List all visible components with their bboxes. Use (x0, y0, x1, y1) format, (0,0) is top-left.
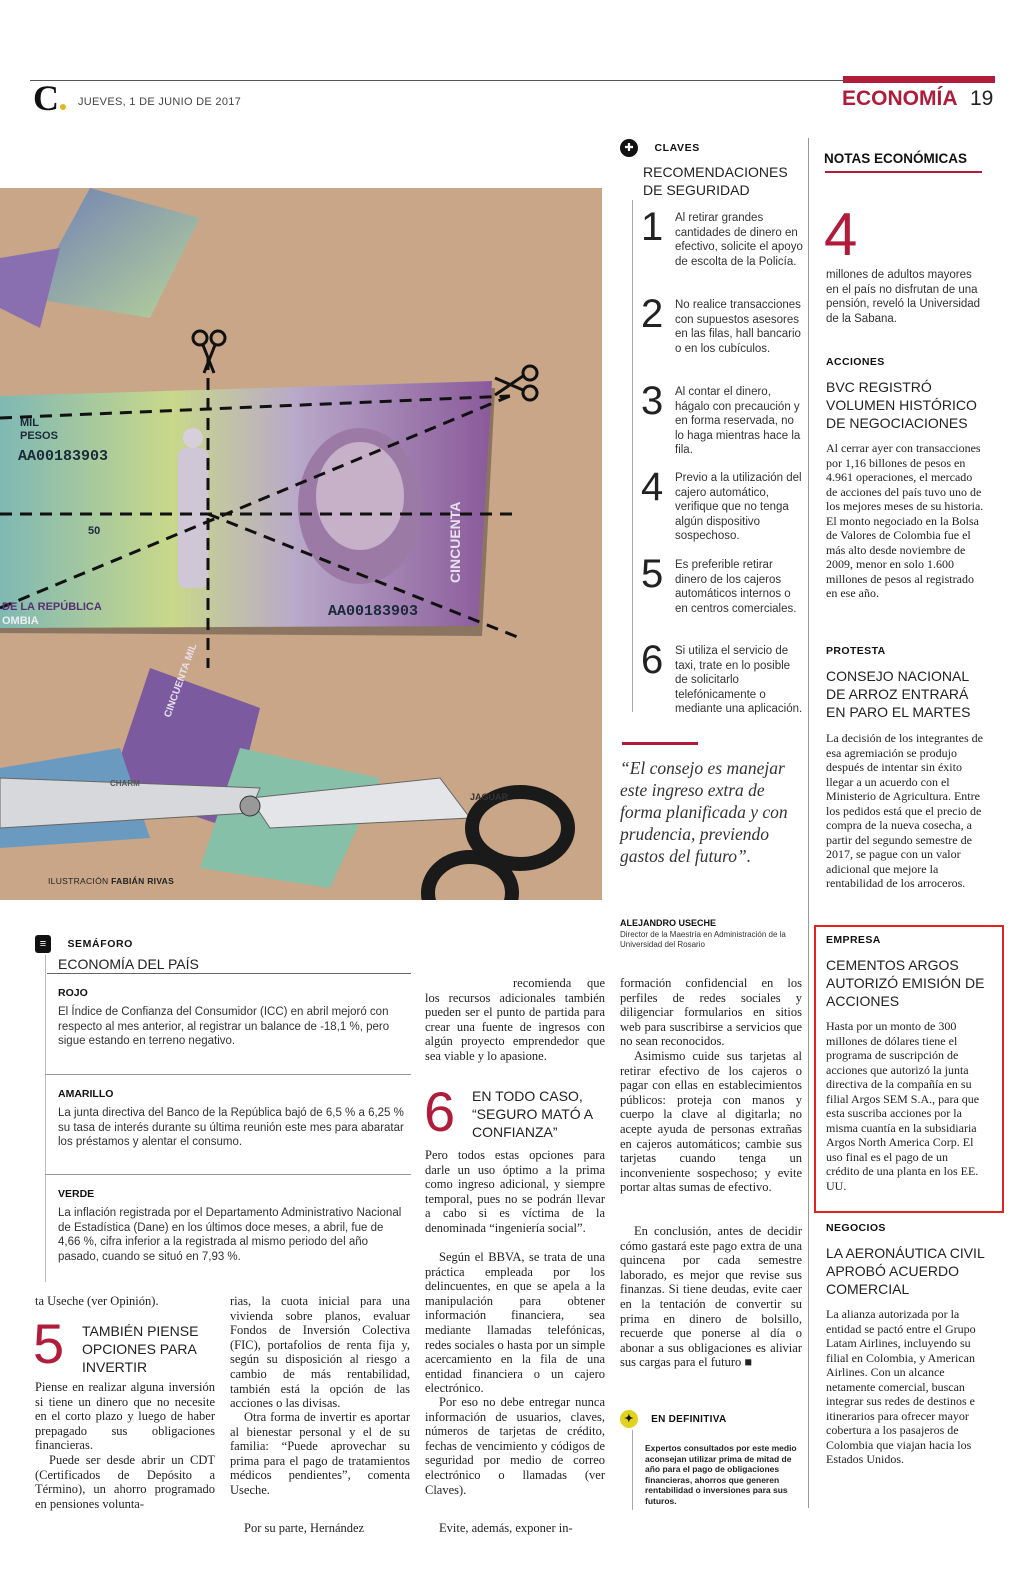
article-text: recomienda que los recursos adicionales también pueden ser el punto de partida para crear una fuente de ingresos con algún proyecto emprendedor que sea viable y lo apasione. (425, 976, 605, 1063)
bill-fragment-text: CINCUENTA MIL (162, 642, 200, 720)
nota-body: La alianza autorizada por la entidad se pactó entre el Grupo Latam Airlines, incluyendo su filial en Colombia, y American Airlines. Con un alcance netamente comercial, buscan integrar sus redes de destinos e itinerarios para ofrecer mayor cobertura a los pasajeros de Colombia que viajan hacia los Estados Unidos. (826, 1307, 976, 1466)
newspaper-logo: C (33, 80, 66, 116)
bill-denomination: CINCUENTA (447, 501, 463, 583)
cutout-figure (178, 448, 208, 588)
article-text: rias, la cuota inicial para una vivienda sobre planos, evaluar Fondos de Inversión Colectiva (FIC), portafolios de renta fija y, según su disposición al riesgo a cambio de más rentabilidad, también está la opción de las acciones o las divisas. (230, 1294, 410, 1411)
section-accent-bar (843, 76, 995, 83)
nota-category: ACCIONES (826, 356, 885, 368)
clave-item: 6 Si utiliza el servicio de taxi, trate en lo posible de solicitarlo telefónicamente o mediante una aplicación. (641, 638, 803, 715)
bill-small-denom: 50 (88, 525, 101, 537)
bill-mil: MIL (20, 417, 39, 429)
banknote-scissors-illustration (0, 188, 602, 900)
nota-body: Al cerrar ayer con transacciones por 1,16 billones de pesos en 4.961 operaciones, el mercado de acciones del país tuvo uno de los mejores meses de su historia. El monto negociado en la Bolsa de Valores de Colombia fue el más alto desde noviembre de 2009, menor en solo 1.600 millones de pesos al registrado en ese año. (826, 441, 984, 600)
semaforo-rule (47, 973, 411, 974)
quote-author-role: Director de la Maestría en Administración de la Universidad del Rosario (620, 930, 786, 949)
nota-body: Hasta por un monto de 300 millones de dólares tiene el programa de suscripción de acciones que autorizó la junta directiva de la compañía en su filial Argos SEM S.A., para que esta suscriba acciones por la misma cuantía en la subsidiaria Argos North America Corp. El uso final es el pago de un crédito de una planta en los EE. UU. (826, 1019, 980, 1193)
nota-category: EMPRESA (826, 934, 881, 946)
clave-item: 1 Al retirar grandes cantidades de dinero en efectivo, solicite el apoyo de escolta de la Policía. (641, 205, 803, 268)
puzzle-icon: ✚ (620, 139, 638, 157)
notas-big-text: millones de adultos mayores en el país no disfrutan de una pensión, reveló la Universidad de la Sabana. (826, 269, 981, 325)
bill-republica: DE LA REPÚBLICA (2, 601, 102, 613)
clave-item: 3 Al contar el dinero, hágalo con precaución y en forma reservada, no lo haga mientras hace la fila. (641, 379, 801, 456)
nota-category: NEGOCIOS (826, 1222, 886, 1234)
section-number: 5 (33, 1312, 65, 1375)
nota-headline: CEMENTOS ARGOS AUTORIZÓ EMISIÓN DE ACCIONES (826, 957, 985, 1009)
notas-title: NOTAS ECONÓMICAS (824, 151, 968, 166)
star-icon: ✦ (620, 1410, 638, 1428)
article-text: formación confidencial en los perfiles de redes sociales y diligenciar formularios en sitios web para suscribirse a servicios que no sean reconocidos. (620, 976, 802, 1049)
endefinitiva-heading: ✦ EN DEFINITIVA (620, 1410, 726, 1428)
bill-serial-2: AA00183903 (328, 603, 419, 620)
semaforo-label: SEMÁFORO (67, 938, 133, 950)
nota-headline: BVC REGISTRÓ VOLUMEN HISTÓRICO DE NEGOCIACIONES (826, 379, 977, 431)
quote-accent (622, 742, 698, 745)
notas-big-number: 4 (824, 201, 858, 268)
section-subhead: EN TODO CASO, “SEGURO MATÓ A CONFIANZA” (472, 1088, 593, 1140)
bill-pesos: PESOS (20, 430, 58, 442)
section-name: ECONOMÍA (842, 87, 958, 110)
nota-body: La decisión de los integrantes de esa agremiación se produjo después de intentar sin éxito llegar a un acuerdo con el Ministerio de Agricultura. Entre los pedidos está que el precio de compra de la nueva cosecha, a partir del segundo semestre de 2017, se pague con un valor adicional que mejore la rentabilidad de los arroceros. (826, 731, 983, 890)
clave-item: 5 Es preferible retirar dinero de los cajeros automáticos internos o en centros comerciales. (641, 552, 797, 615)
claves-rule (632, 200, 633, 712)
pull-quote: “El consejo es manejar este ingreso extra de forma planificada y con prudencia, previendo gastos del futuro”. (620, 758, 788, 866)
page-number: 19 (970, 87, 994, 110)
nota-headline: LA AERONÁUTICA CIVIL APROBÓ ACUERDO COMERCIAL (826, 1245, 985, 1297)
notas-title-underline (825, 171, 982, 173)
article-text: En conclusión, antes de decidir cómo gastará este pago extra de una quincena por cada semestre laborado, es mejor que revise sus finanzas. Si tiene deudas, evite caer en la tentación de convertir su prima en dinero de bolsillo, recuerde que ponerse al día o abonar a sus obligaciones es aliviar sus cargas para el futuro ■ (620, 1224, 802, 1370)
nota-category: PROTESTA (826, 645, 886, 657)
semaforo-title: ECONOMÍA DEL PAÍS (58, 956, 199, 972)
bill-serial: AA00183903 (18, 448, 109, 465)
claves-label: CLAVES (654, 142, 700, 154)
semaforo-category: VERDE (58, 1188, 95, 1200)
article-text: Piense en realizar alguna inversión si tiene un dinero que no necesite en el corto plazo y luego de haber prepagado sus obligaciones financieras. (35, 1380, 215, 1453)
claves-title: RECOMENDACIONES DE SEGURIDAD (643, 164, 788, 198)
traffic-light-icon: ≡ (35, 935, 51, 953)
section-number: 6 (424, 1080, 456, 1143)
section-subhead: TAMBIÉN PIENSE OPCIONES PARA INVERTIR (82, 1323, 199, 1375)
semaforo-text: El Índice de Confianza del Consumidor (ICC) en abril mejoró con respecto al mes anterior, al registrar un balance de -18,1 %, pero sigue estando en terreno negativo. (58, 1006, 390, 1047)
column-rule (808, 138, 809, 1508)
semaforo-text: La inflación registrada por el Departamento Administrativo Nacional de Estadística (Dane) en los últimos doce meses, a abril, fue de 4,66 %, cifra inferior a la registrada al mismo periodo del año pasado, cuando se situó en 7,93 %. (58, 1207, 402, 1263)
semaforo-category: AMARILLO (58, 1088, 114, 1100)
semaforo-category: ROJO (58, 987, 88, 999)
article-text: Otra forma de invertir es aportar al bienestar personal y el de su familia: “Puede aprovechar su prima para el pago de tratamientos médicos pendientes”, comenta Useche. (230, 1410, 410, 1497)
quote-author: ALEJANDRO USECHE (620, 918, 717, 928)
semaforo-text: La junta directiva del Banco de la República bajó de 6,5 % a 6,25 % su tasa de interés durante su última reunión este mes para abaratar los préstamos y alentar el consumo. (58, 1107, 404, 1148)
issue-date: JUEVES, 1 DE JUNIO DE 2017 (78, 96, 242, 108)
claves-heading (620, 138, 700, 157)
illustration-credit: ILUSTRACIÓN FABIÁN RIVAS (48, 876, 175, 886)
semaforo-divider (45, 1174, 411, 1175)
article-text: Por su parte, Hernández (244, 1521, 365, 1535)
bill-colombia: OMBIA (2, 615, 39, 627)
article-text: ta Useche (ver Opinión). (35, 1294, 159, 1308)
nota-headline: CONSEJO NACIONAL DE ARROZ ENTRARÁ EN PARO EL MARTES (826, 668, 971, 720)
semaforo-heading (35, 934, 133, 953)
clave-item: 2 No realice transacciones con supuestos asesores en las filas, hall bancario o en los cubículos. (641, 292, 801, 355)
article-text: Pero todos estas opciones para darle un uso óptimo a la prima como ingreso adicional, y siempre temporal, pues no se podrán llevar a cabo si es víctima de la denominada “ingeniería social”. (425, 1148, 605, 1235)
article-text: Por eso no debe entregar nunca información de usuarios, claves, números de tarjetas de crédito, fechas de vencimiento y códigos de seguridad por medio de correo electrónico o llamadas (ver Claves). (425, 1395, 605, 1497)
semaforo-divider (45, 1074, 411, 1075)
article-text: Puede ser desde abrir un CDT (Certificados de Depósito a Término), un ahorro programado en pensiones volunta- (35, 1453, 215, 1511)
clave-item: 4 Previo a la utilización del cajero automático, verifique que no tenga algún dispositivo sospechoso. (641, 465, 802, 542)
article-text: Asimismo cuide sus tarjetas al retirar efectivo de los cajeros o pagar con ellas en establecimientos públicos: proteja con manos y cuerpo la clave al digitarla; no acepte ayuda de personas extrañas en cajeros automáticos; cambie sus tarjetas cuando tenga un inconveniente sospechoso; y evite portar altas sumas de efectivo. (620, 1049, 802, 1195)
article-text: Evite, además, exponer in- (439, 1521, 573, 1535)
illustration (0, 188, 602, 900)
endefinitiva-text: Expertos consultados por este medio aconsejan utilizar prima de mitad de año para el pago de obligaciones financieras, ahorros que generen rentabilidad o inversiones para sus futuros. (645, 1443, 797, 1506)
scissors-model: CHARM (110, 779, 140, 788)
scissors-brand: JAGUAR (470, 792, 509, 802)
article-text: Según el BBVA, se trata de una práctica empleada por los delincuentes, en que se apela a la manipulación para obtener información financiera, sea mediante llamadas telefónicas, redes sociales o hasta por un simple acercamiento en la fila de una entidad financiera o un cajero electrónico. (425, 1250, 605, 1396)
